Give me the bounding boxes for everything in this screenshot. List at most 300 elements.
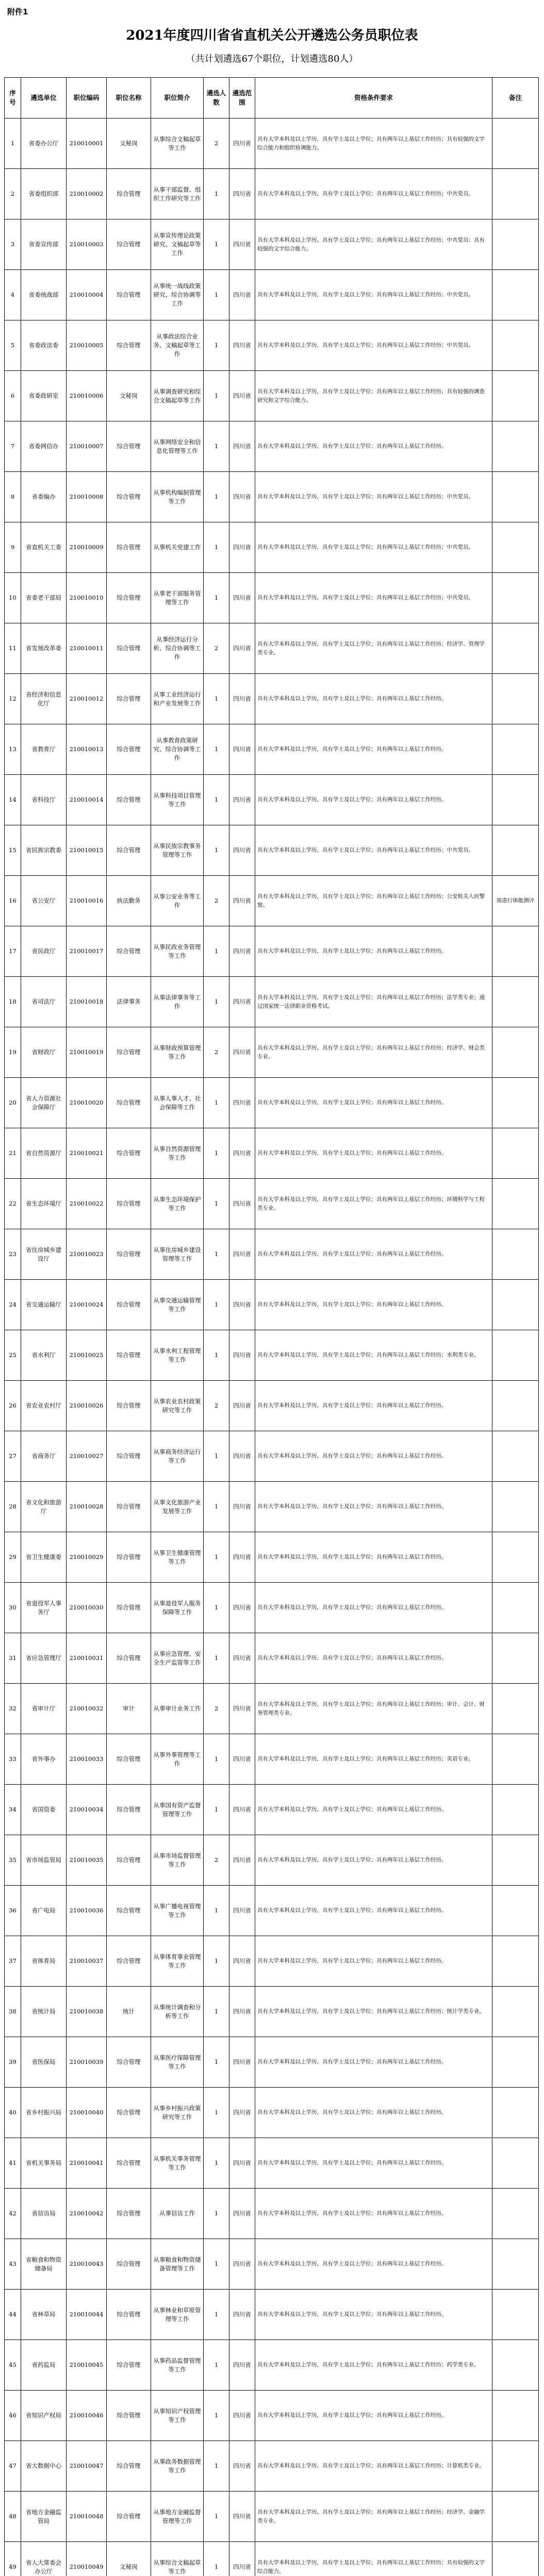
cell-intro: 从事干部监督、组织工作研究等工作 [151,169,204,219]
cell-code: 210010020 [67,1078,107,1128]
cell-no: 13 [5,724,21,775]
cell-count: 1 [204,421,229,472]
cell-scope: 四川省 [229,1330,255,1381]
cell-position: 综合管理 [107,522,151,573]
cell-unit: 省民政厅 [21,926,67,977]
cell-unit: 省委老干部局 [21,573,67,623]
cell-scope: 四川省 [229,2542,255,2576]
cell-code: 210010010 [67,573,107,623]
cell-intro: 从事民族宗教事务管理等工作 [151,825,204,876]
cell-count: 1 [204,825,229,876]
cell-no: 14 [5,775,21,825]
cell-remarks [492,724,539,775]
cell-remarks [492,270,539,320]
cell-count: 1 [204,926,229,977]
cell-code: 210010011 [67,623,107,674]
cell-no: 21 [5,1128,21,1179]
cell-position: 综合管理 [107,623,151,674]
cell-remarks [492,1381,539,1431]
cell-scope: 四川省 [229,2189,255,2239]
cell-no: 4 [5,270,21,320]
cell-requirements: 具有大学本科及以上学历，具有学士及以上学位；具有两年以上基层工作经历。 [255,1936,492,1987]
cell-count: 2 [204,623,229,674]
cell-no: 42 [5,2189,21,2239]
cell-unit: 省卫生健康委 [21,1532,67,1583]
cell-scope: 四川省 [229,2088,255,2138]
cell-count: 1 [204,1280,229,1330]
table-row [5,2239,539,2290]
cell-no: 28 [5,1482,21,1532]
table-header-row [5,78,539,118]
cell-count: 1 [204,775,229,825]
table-row [5,1734,539,1785]
cell-requirements: 具有大学本科及以上学历，具有学士及以上学位；具有两年以上基层工作经历。 [255,775,492,825]
table-row [5,977,539,1027]
cell-scope: 四川省 [229,2037,255,2088]
cell-code: 210010017 [67,926,107,977]
cell-no: 48 [5,2492,21,2542]
cell-count: 2 [204,1684,229,1734]
cell-unit: 省民族宗教委 [21,825,67,876]
cell-intro: 从事综合文稿起草等工作 [151,2542,204,2576]
cell-intro: 从事网络安全和信息化管理等工作 [151,421,204,472]
cell-remarks [492,2391,539,2441]
cell-scope: 四川省 [229,1987,255,2037]
cell-remarks [492,2088,539,2138]
cell-intro: 从事地方金融监督管理等工作 [151,2492,204,2542]
cell-count: 1 [204,1886,229,1936]
cell-code: 210010001 [67,118,107,169]
cell-code: 210010032 [67,1684,107,1734]
cell-count: 1 [204,2037,229,2088]
cell-no: 1 [5,118,21,169]
cell-count: 1 [204,1633,229,1684]
cell-scope: 四川省 [229,1229,255,1280]
table-row [5,2441,539,2492]
cell-unit: 省委组织部 [21,169,67,219]
cell-remarks [492,169,539,219]
cell-count: 1 [204,2441,229,2492]
header-remarks: 备注 [492,78,539,118]
cell-count: 2 [204,876,229,926]
cell-no: 10 [5,573,21,623]
cell-requirements: 具有大学本科及以上学历，具有学士及以上学位；具有两年以上基层工作经历。 [255,1482,492,1532]
cell-requirements: 具有大学本科及以上学历，具有学士及以上学位；具有两年以上基层工作经历；环境科学与工程类专业。 [255,1179,492,1229]
cell-requirements: 具有大学本科及以上学历，具有学士及以上学位；具有两年以上基层工作经历。 [255,674,492,724]
cell-position: 综合管理 [107,1229,151,1280]
cell-no: 43 [5,2239,21,2290]
cell-count: 2 [204,1381,229,1431]
cell-scope: 四川省 [229,1886,255,1936]
table-row [5,2189,539,2239]
table-row [5,1633,539,1684]
cell-intro: 从事外事管理等工作 [151,1734,204,1785]
cell-position: 综合管理 [107,472,151,522]
cell-code: 210010040 [67,2088,107,2138]
header-count: 遴选人数 [204,78,229,118]
cell-requirements: 具有大学本科及以上学历，具有学士及以上学位；具有两年以上基层工作经历。 [255,421,492,472]
cell-no: 47 [5,2441,21,2492]
cell-count: 2 [204,1835,229,1886]
cell-count: 1 [204,1987,229,2037]
cell-position: 综合管理 [107,2441,151,2492]
cell-scope: 四川省 [229,1179,255,1229]
cell-remarks [492,1482,539,1532]
cell-requirements: 具有大学本科及以上学历，具有学士及以上学位；具有两年以上基层工作经历。 [255,2290,492,2340]
cell-code: 210010029 [67,1532,107,1583]
cell-intro: 从事教育政策研究、综合协调等工作 [151,724,204,775]
header-code: 职位编码 [67,78,107,118]
cell-no: 16 [5,876,21,926]
cell-scope: 四川省 [229,623,255,674]
table-row [5,1482,539,1532]
cell-scope: 四川省 [229,1583,255,1633]
cell-position: 综合管理 [107,1583,151,1633]
cell-no: 19 [5,1027,21,1078]
table-row [5,1684,539,1734]
cell-count: 1 [204,724,229,775]
cell-unit: 省应急管理厅 [21,1633,67,1684]
cell-remarks [492,2441,539,2492]
cell-intro: 从事自然资源管理等工作 [151,1128,204,1179]
cell-requirements: 具有大学本科及以上学历，具有学士及以上学位；具有两年以上基层工作经历；中共党员。 [255,573,492,623]
cell-unit: 省医保局 [21,2037,67,2088]
cell-position: 综合管理 [107,270,151,320]
cell-scope: 四川省 [229,573,255,623]
cell-count: 1 [204,169,229,219]
cell-unit: 省住房城乡建设厅 [21,1229,67,1280]
cell-count: 1 [204,1330,229,1381]
cell-count: 1 [204,2391,229,2441]
cell-scope: 四川省 [229,977,255,1027]
cell-unit: 省林草局 [21,2290,67,2340]
cell-scope: 四川省 [229,2138,255,2189]
cell-position: 综合管理 [107,1330,151,1381]
cell-scope: 四川省 [229,1078,255,1128]
cell-count: 1 [204,1229,229,1280]
cell-remarks [492,977,539,1027]
cell-remarks [492,926,539,977]
cell-unit: 省广电局 [21,1886,67,1936]
cell-scope: 四川省 [229,1532,255,1583]
cell-no: 29 [5,1532,21,1583]
cell-no: 3 [5,219,21,270]
cell-count: 1 [204,2088,229,2138]
cell-count: 1 [204,2340,229,2391]
cell-position: 文秘岗 [107,371,151,421]
cell-requirements: 具有大学本科及以上学历，具有学士及以上学位；具有两年以上基层工作经历；公安机关人民警察。 [255,876,492,926]
cell-count: 1 [204,1532,229,1583]
table-row [5,623,539,674]
cell-no: 7 [5,421,21,472]
cell-unit: 省生态环境厅 [21,1179,67,1229]
table-row [5,674,539,724]
cell-intro: 从事药品监督管理等工作 [151,2340,204,2391]
cell-requirements: 具有大学本科及以上学历，具有学士及以上学位；具有两年以上基层工作经历；统计学类专业。 [255,1987,492,2037]
cell-scope: 四川省 [229,876,255,926]
cell-intro: 从事政务数据管理等工作 [151,2441,204,2492]
cell-position: 综合管理 [107,2088,151,2138]
cell-intro: 从事信访工作 [151,2189,204,2239]
cell-unit: 省体育局 [21,1936,67,1987]
cell-intro: 从事广播电视管理等工作 [151,1886,204,1936]
cell-no: 20 [5,1078,21,1128]
cell-position: 综合管理 [107,825,151,876]
cell-scope: 四川省 [229,1128,255,1179]
cell-requirements: 具有大学本科及以上学历，具有学士及以上学位；具有两年以上基层工作经历。 [255,2239,492,2290]
cell-code: 210010025 [67,1330,107,1381]
cell-unit: 省委政研室 [21,371,67,421]
cell-scope: 四川省 [229,1482,255,1532]
cell-remarks [492,1633,539,1684]
cell-intro: 从事科技项目管理等工作 [151,775,204,825]
cell-scope: 四川省 [229,1633,255,1684]
cell-code: 210010035 [67,1835,107,1886]
cell-code: 210010045 [67,2340,107,2391]
cell-requirements: 具有大学本科及以上学历，具有学士及以上学位；具有两年以上基层工作经历；英语专业。 [255,1734,492,1785]
cell-position: 综合管理 [107,724,151,775]
header-scope: 遴选范围 [229,78,255,118]
cell-requirements: 具有大学本科及以上学历，具有学士及以上学位；具有两年以上基层工作经历。 [255,1381,492,1431]
cell-code: 210010037 [67,1936,107,1987]
cell-scope: 四川省 [229,1027,255,1078]
cell-position: 综合管理 [107,573,151,623]
table-row [5,522,539,573]
cell-intro: 从事乡村振兴政策研究等工作 [151,2088,204,2138]
cell-count: 1 [204,1128,229,1179]
table-row [5,2037,539,2088]
table-row [5,1936,539,1987]
cell-remarks [492,1684,539,1734]
table-row [5,2290,539,2340]
cell-no: 18 [5,977,21,1027]
cell-unit: 省审计厅 [21,1684,67,1734]
table-row [5,118,539,169]
cell-intro: 从事商务经济运行等工作 [151,1431,204,1482]
cell-remarks [492,1734,539,1785]
table-row [5,2088,539,2138]
cell-intro: 从事生态环境保护等工作 [151,1179,204,1229]
cell-no: 12 [5,674,21,724]
cell-requirements: 具有大学本科及以上学历，具有学士及以上学位；具有两年以上基层工作经历；经济学、财会类专业。 [255,1027,492,1078]
cell-scope: 四川省 [229,2239,255,2290]
cell-unit: 省药监局 [21,2340,67,2391]
cell-position: 综合管理 [107,2492,151,2542]
cell-unit: 省国资委 [21,1785,67,1835]
cell-intro: 从事卫生健康管理等工作 [151,1532,204,1583]
cell-count: 1 [204,522,229,573]
cell-position: 综合管理 [107,674,151,724]
cell-intro: 从事知识产权管理等工作 [151,2391,204,2441]
cell-requirements: 具有大学本科及以上学历，具有学士及以上学位；具有两年以上基层工作经历；法学类专业；通过国家统一法律职业资格考试。 [255,977,492,1027]
cell-position: 综合管理 [107,1179,151,1229]
cell-code: 210010049 [67,2542,107,2576]
cell-position: 综合管理 [107,1785,151,1835]
header-no: 序号 [5,78,21,118]
cell-intro: 从事人事人才、社会保障等工作 [151,1078,204,1128]
cell-scope: 四川省 [229,2391,255,2441]
cell-position: 综合管理 [107,1280,151,1330]
cell-unit: 省直机关工委 [21,522,67,573]
cell-unit: 省司法厅 [21,977,67,1027]
table-row [5,1987,539,2037]
cell-unit: 省委办公厅 [21,118,67,169]
cell-intro: 从事政法综合业务、文稿起草等工作 [151,320,204,371]
cell-unit: 省市场监管局 [21,1835,67,1886]
cell-intro: 从事水利工程管理等工作 [151,1330,204,1381]
cell-intro: 从事机构编制管理等工作 [151,472,204,522]
cell-intro: 从事统一战线政策研究、综合协调等工作 [151,270,204,320]
cell-position: 综合管理 [107,421,151,472]
cell-remarks [492,674,539,724]
cell-scope: 四川省 [229,1431,255,1482]
cell-requirements: 具有大学本科及以上学历，具有学士及以上学位；具有两年以上基层工作经历。 [255,1280,492,1330]
cell-remarks [492,1280,539,1330]
cell-position: 综合管理 [107,320,151,371]
cell-position: 综合管理 [107,2290,151,2340]
table-row [5,724,539,775]
cell-position: 综合管理 [107,1431,151,1482]
cell-remarks [492,522,539,573]
cell-count: 1 [204,977,229,1027]
cell-no: 9 [5,522,21,573]
cell-intro: 从事退役军人服务保障等工作 [151,1583,204,1633]
table-row [5,1027,539,1078]
cell-unit: 省大数据中心 [21,2441,67,2492]
cell-position: 综合管理 [107,1835,151,1886]
cell-code: 210010036 [67,1886,107,1936]
cell-code: 210010004 [67,270,107,320]
cell-code: 210010021 [67,1128,107,1179]
table-row [5,169,539,219]
attachment-label: 附件1 [7,7,28,16]
cell-unit: 省商务厅 [21,1431,67,1482]
cell-remarks [492,472,539,522]
header-requirements: 资格条件要求 [255,78,492,118]
table-row [5,2138,539,2189]
cell-unit: 省乡村振兴局 [21,2088,67,2138]
cell-count: 1 [204,2492,229,2542]
cell-remarks [492,371,539,421]
cell-intro: 从事统计调查和分析等工作 [151,1987,204,2037]
cell-requirements: 具有大学本科及以上学历，具有学士及以上学位；具有两年以上基层工作经历。 [255,1078,492,1128]
table-row [5,1785,539,1835]
table-row [5,1229,539,1280]
cell-code: 210010007 [67,421,107,472]
table-row [5,270,539,320]
cell-requirements: 具有大学本科及以上学历，具有学士及以上学位；具有两年以上基层工作经历。 [255,1128,492,1179]
cell-no: 6 [5,371,21,421]
cell-code: 210010033 [67,1734,107,1785]
header-unit: 遴选单位 [21,78,67,118]
cell-no: 41 [5,2138,21,2189]
cell-code: 210010047 [67,2441,107,2492]
table-row [5,825,539,876]
cell-code: 210010043 [67,2239,107,2290]
cell-scope: 四川省 [229,825,255,876]
cell-no: 25 [5,1330,21,1381]
cell-remarks [492,1330,539,1381]
cell-intro: 从事体育事业管理等工作 [151,1936,204,1987]
cell-unit: 省机关事务局 [21,2138,67,2189]
cell-scope: 四川省 [229,118,255,169]
table-row [5,1431,539,1482]
table-row [5,371,539,421]
table-row [5,775,539,825]
cell-requirements: 具有大学本科及以上学历，具有学士及以上学位；具有两年以上基层工作经历；审计、会计、财务管理类专业。 [255,1684,492,1734]
document-subtitle: （共计划遴选67个职位，计划遴选80人） [186,54,358,64]
cell-scope: 四川省 [229,320,255,371]
cell-requirements: 具有大学本科及以上学历，具有学士及以上学位；具有两年以上基层工作经历。 [255,1583,492,1633]
cell-intro: 从事文化旅游产业发展等工作 [151,1482,204,1532]
cell-requirements: 具有大学本科及以上学历，具有学士及以上学位；具有两年以上基层工作经历；中共党员。 [255,169,492,219]
table-row [5,1330,539,1381]
cell-scope: 四川省 [229,1785,255,1835]
cell-scope: 四川省 [229,371,255,421]
table-row [5,1583,539,1633]
cell-remarks [492,1179,539,1229]
table-row [5,1835,539,1886]
cell-intro: 从事林业和草原管理等工作 [151,2290,204,2340]
cell-count: 1 [204,472,229,522]
cell-code: 210010002 [67,169,107,219]
cell-intro: 从事公安业务等工作 [151,876,204,926]
table-row [5,2391,539,2441]
cell-no: 34 [5,1785,21,1835]
cell-no: 33 [5,1734,21,1785]
cell-remarks [492,1583,539,1633]
table-row [5,1532,539,1583]
cell-remarks [492,2138,539,2189]
cell-remarks [492,320,539,371]
cell-scope: 四川省 [229,724,255,775]
cell-position: 综合管理 [107,775,151,825]
cell-count: 1 [204,2290,229,2340]
cell-position: 文秘岗 [107,2542,151,2576]
cell-count: 1 [204,2189,229,2239]
cell-scope: 四川省 [229,1381,255,1431]
cell-scope: 四川省 [229,926,255,977]
table-row [5,926,539,977]
cell-requirements: 具有大学本科及以上学历，具有学士及以上学位；具有两年以上基层工作经历。 [255,1229,492,1280]
cell-remarks [492,1785,539,1835]
cell-unit: 省科技厅 [21,775,67,825]
cell-requirements: 具有大学本科及以上学历，具有学士及以上学位；具有两年以上基层工作经历；中共党员；具有较强的文字综合能力。 [255,219,492,270]
cell-position: 综合管理 [107,2138,151,2189]
cell-no: 11 [5,623,21,674]
cell-remarks: 需进行体能测评 [492,876,539,926]
cell-code: 210010030 [67,1583,107,1633]
cell-scope: 四川省 [229,1280,255,1330]
cell-count: 1 [204,371,229,421]
cell-no: 17 [5,926,21,977]
cell-intro: 从事老干部服务管理等工作 [151,573,204,623]
table-row [5,1128,539,1179]
cell-requirements: 具有大学本科及以上学历，具有学士及以上学位；具有两年以上基层工作经历。 [255,1886,492,1936]
cell-unit: 省委宣传部 [21,219,67,270]
cell-requirements: 具有大学本科及以上学历，具有学士及以上学位；具有两年以上基层工作经历。 [255,2088,492,2138]
cell-position: 综合管理 [107,2189,151,2239]
cell-scope: 四川省 [229,775,255,825]
cell-count: 1 [204,2239,229,2290]
header-intro: 职位简介 [151,78,204,118]
cell-remarks [492,421,539,472]
cell-requirements: 具有大学本科及以上学历，具有学士及以上学位；具有两年以上基层工作经历。 [255,2391,492,2441]
cell-unit: 省统计局 [21,1987,67,2037]
table-row [5,1280,539,1330]
cell-code: 210010028 [67,1482,107,1532]
cell-position: 法律事务 [107,977,151,1027]
